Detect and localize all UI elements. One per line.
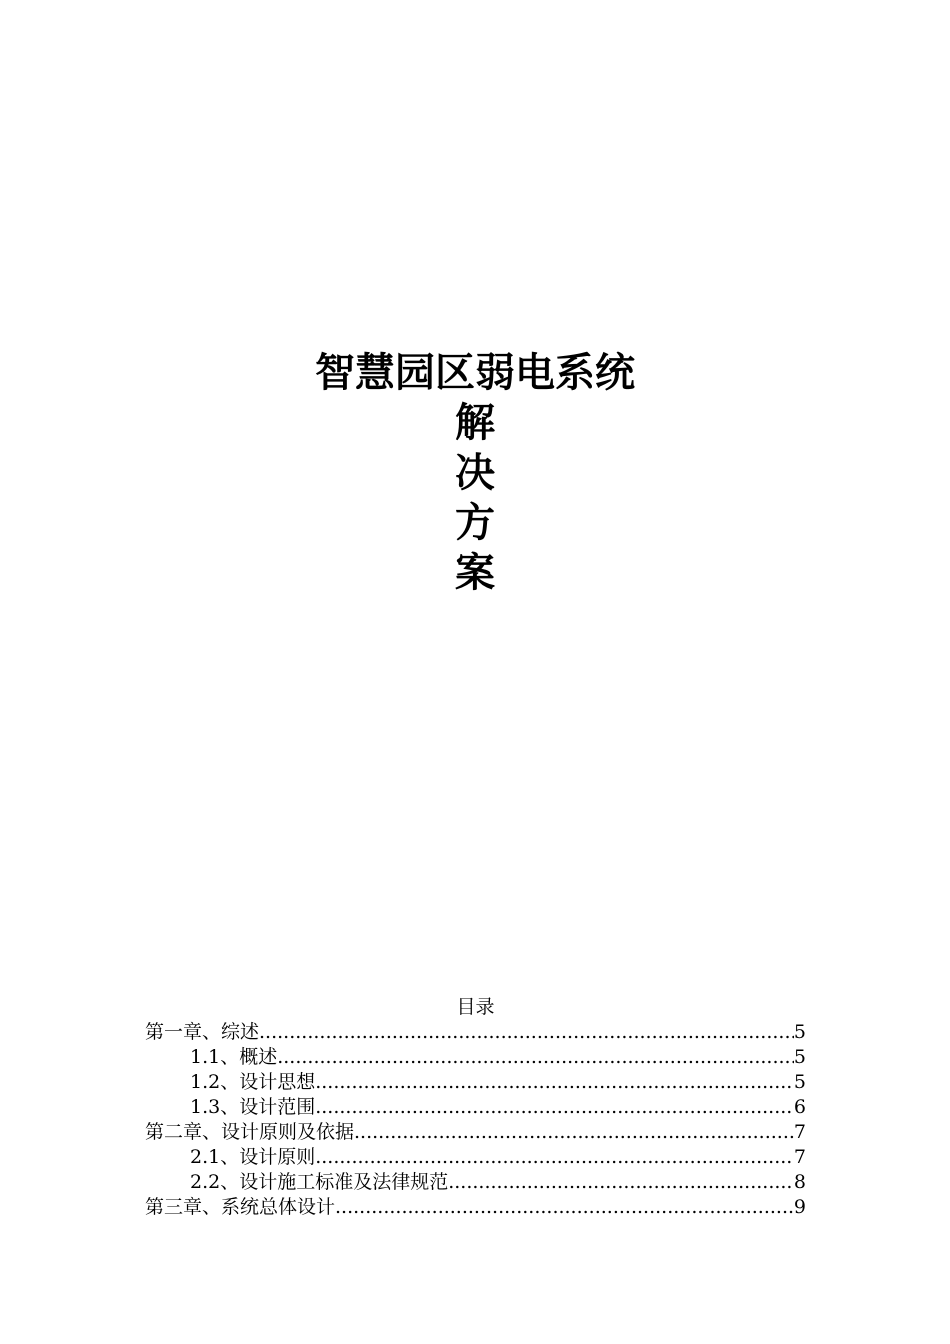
toc-entry-page: 6 xyxy=(793,1096,806,1118)
toc-leader-dots xyxy=(315,1145,794,1170)
toc-entry-label: 1.2、设计思想 xyxy=(190,1071,316,1093)
toc-entry-label: 1.3、设计范围 xyxy=(190,1096,316,1118)
toc-leader-dots xyxy=(448,1170,794,1195)
toc-list xyxy=(145,1020,806,1220)
toc-entry-page: 9 xyxy=(793,1196,806,1218)
title-line: 解 xyxy=(455,400,495,446)
toc-leader-dots xyxy=(354,1120,794,1145)
toc-entry-page: 7 xyxy=(793,1146,806,1168)
toc-leader-dots xyxy=(315,1095,794,1120)
toc-entry-page: 5 xyxy=(793,1021,806,1043)
toc-entry[interactable] xyxy=(145,1045,806,1070)
toc-entry-label: 第二章、设计原则及依据 xyxy=(145,1121,355,1143)
toc-entry-label: 第三章、系统总体设计 xyxy=(145,1196,336,1218)
toc-entry[interactable] xyxy=(145,1020,806,1045)
table-of-contents xyxy=(145,995,806,1220)
title-line: 智慧园区弱电系统 xyxy=(315,350,635,396)
toc-entry-label: 第一章、综述 xyxy=(145,1021,260,1043)
toc-entry-label: 2.2、设计施工标准及法律规范 xyxy=(190,1171,449,1193)
toc-leader-dots xyxy=(315,1070,794,1095)
toc-heading: 目录 xyxy=(456,996,495,1018)
title-line: 决 xyxy=(455,450,495,496)
toc-entry-page: 5 xyxy=(793,1046,806,1068)
toc-entry[interactable] xyxy=(145,1120,806,1145)
toc-entry[interactable] xyxy=(145,1170,806,1195)
toc-entry-label: 2.1、设计原则 xyxy=(190,1146,316,1168)
toc-entry[interactable] xyxy=(145,1145,806,1170)
title-line: 方 xyxy=(455,500,495,546)
toc-entry-page: 5 xyxy=(793,1071,806,1093)
toc-leader-dots xyxy=(259,1020,794,1045)
toc-leader-dots xyxy=(335,1195,794,1220)
toc-entry[interactable] xyxy=(145,1095,806,1120)
toc-entry[interactable] xyxy=(145,1195,806,1220)
toc-entry[interactable] xyxy=(145,1070,806,1095)
toc-leader-dots xyxy=(277,1045,794,1070)
toc-entry-label: 1.1、概述 xyxy=(190,1046,278,1068)
title-line: 案 xyxy=(455,550,495,596)
document-title xyxy=(0,348,950,598)
toc-entry-page: 8 xyxy=(793,1171,806,1193)
toc-entry-page: 7 xyxy=(793,1121,806,1143)
